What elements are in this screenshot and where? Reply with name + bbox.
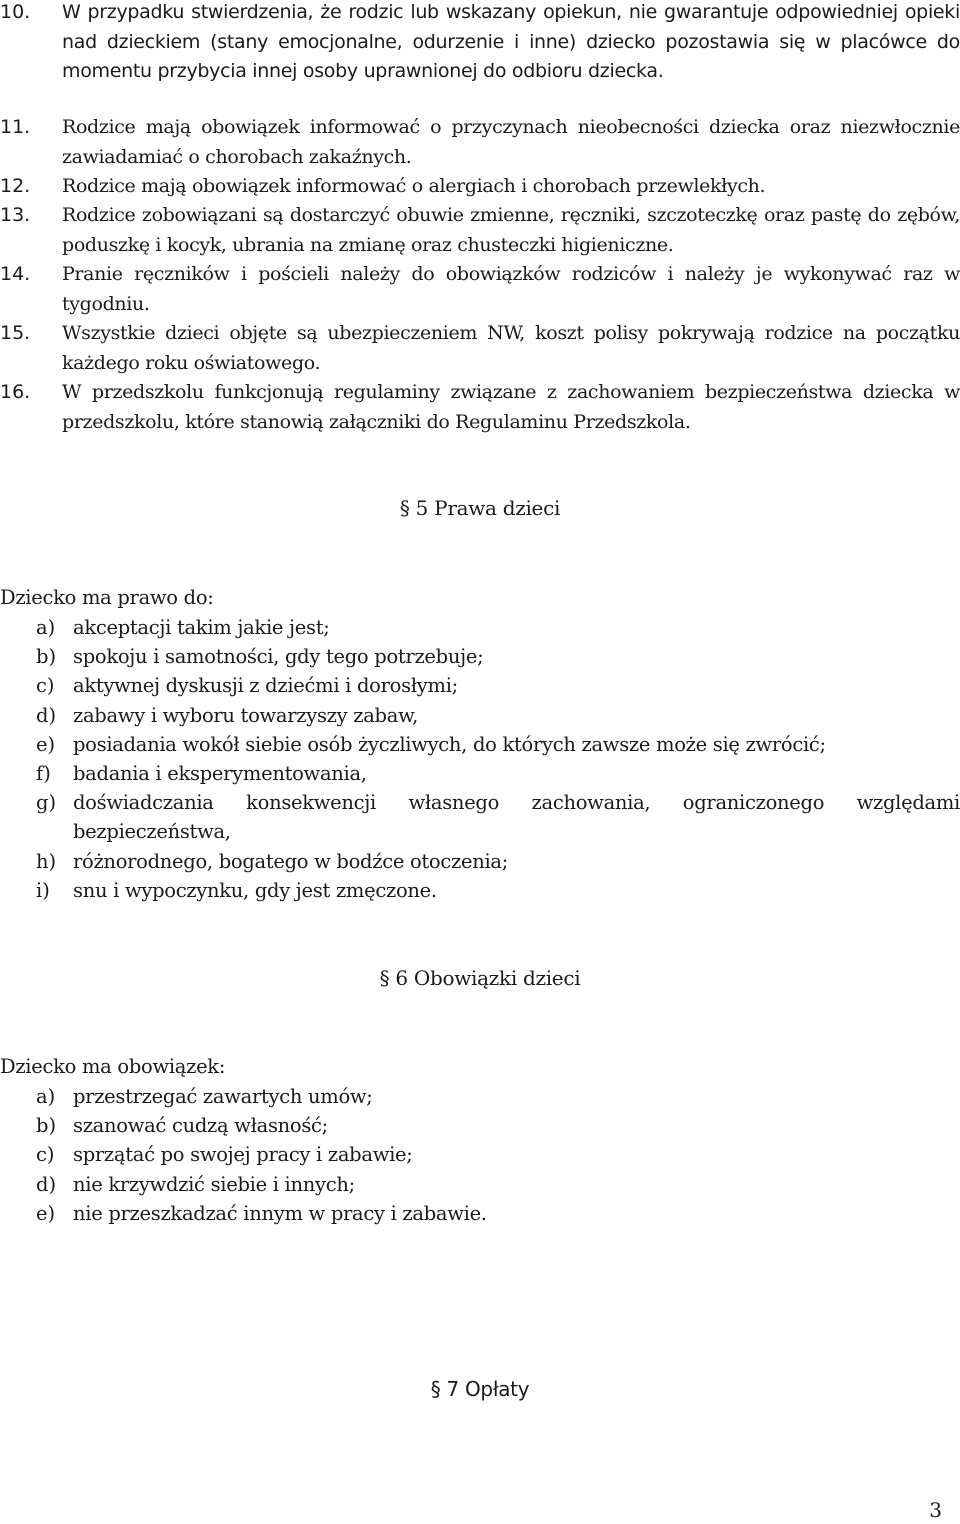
item-letter: d) <box>36 1172 57 1196</box>
list-item <box>0 172 960 202</box>
item-text: aktywnej dyskusji z dziećmi i dorosłymi; <box>73 674 458 698</box>
item-number: 11. <box>0 116 31 138</box>
list-item <box>0 876 960 905</box>
item-number: 12. <box>0 175 31 197</box>
item-letter: i) <box>36 878 50 902</box>
item-number: 10. <box>0 1 31 23</box>
item-number: 16. <box>0 381 31 403</box>
item-number: 15. <box>0 322 31 344</box>
list-item <box>0 1111 960 1140</box>
section-heading: § 5 Prawa dzieci <box>399 496 561 520</box>
item-letter: a) <box>36 1085 56 1108</box>
list-item <box>0 642 960 671</box>
item-letter: c) <box>36 674 55 698</box>
list-item <box>0 378 960 437</box>
list-item <box>0 1170 960 1199</box>
item-text: Rodzice zobowiązani są dostarczyć obuwie zmienne, ręczniki, szczoteczkę oraz pastę do zębów, poduszkę i kocyk, ubrania na zmianę oraz chusteczki higieniczne. <box>62 204 960 256</box>
item-text: snu i wypoczynku, gdy jest zmęczone. <box>73 878 437 902</box>
page-number: 3 <box>929 1498 942 1522</box>
item-letter: c) <box>36 1143 55 1167</box>
item-letter: f) <box>36 762 51 786</box>
list-item <box>0 847 960 876</box>
list-item <box>0 759 960 788</box>
list-item <box>0 1199 960 1228</box>
item-text: Rodzice mają obowiązek informować o alergiach i chorobach przewlekłych. <box>62 175 766 197</box>
list-item <box>0 701 960 730</box>
list-item <box>0 319 960 378</box>
list-item <box>0 788 960 846</box>
item-text: nie przeszkadzać innym w pracy i zabawie. <box>73 1201 487 1225</box>
list-item <box>0 201 960 260</box>
item-text: Pranie ręczników i pościeli należy do obowiązków rodziców i należy je wykonywać raz w tygodniu. <box>62 263 960 315</box>
item-letter: e) <box>36 1201 56 1225</box>
item-letter: b) <box>36 645 57 669</box>
item-letter: g) <box>36 791 57 815</box>
section-intro: Dziecko ma obowiązek: <box>0 1055 226 1078</box>
item-text: zabawy i wyboru towarzyszy zabaw, <box>73 703 419 727</box>
item-letter: e) <box>36 732 56 756</box>
item-text: Rodzice mają obowiązek informować o przyczynach nieobecności dziecka oraz niezwłocznie zawiadamiać o chorobach zakaźnych. <box>62 116 960 168</box>
section-intro: Dziecko ma prawo do: <box>0 586 214 609</box>
item-letter: a) <box>36 616 56 639</box>
item-text: akceptacji takim jakie jest; <box>73 616 330 639</box>
duties-list <box>0 1082 960 1228</box>
item-letter: h) <box>36 849 57 873</box>
item-text: Wszystkie dzieci objęte są ubezpieczeniem NW, koszt polisy pokrywają rodzice na początku każdego roku oświatowego. <box>62 322 960 374</box>
list-item <box>0 671 960 700</box>
item-number: 14. <box>0 263 31 285</box>
section-heading: § 6 Obowiązki dzieci <box>379 966 581 990</box>
item-letter: b) <box>36 1114 57 1138</box>
list-item <box>0 1082 960 1111</box>
item-text: badania i eksperymentowania, <box>73 762 367 786</box>
item-text: W przedszkolu funkcjonują regulaminy związane z zachowaniem bezpieczeństwa dziecka w przedszkolu, które stanowią załączniki do Regulaminu Przedszkola. <box>62 381 960 433</box>
item-text: nie krzywdzić siebie i innych; <box>73 1172 355 1196</box>
item-text: W przypadku stwierdzenia, że rodzic lub wskazany opiekun, nie gwarantuje odpowiedniej opieki nad dzieckiem (stany emocjonalne, odurzenie i inne) dziecko pozostawia się w placówce do momentu przybycia innej osoby uprawnionej do odbioru dziecka. <box>62 1 960 82</box>
list-item <box>0 1140 960 1169</box>
item-number: 13. <box>0 204 31 226</box>
list-item <box>0 113 960 172</box>
rights-list <box>0 613 960 905</box>
list-item <box>0 0 960 87</box>
section-heading: § 7 Opłaty <box>430 1377 530 1401</box>
item-text: szanować cudzą własność; <box>73 1114 328 1138</box>
list-item <box>0 260 960 319</box>
item-text: spokoju i samotności, gdy tego potrzebuje; <box>73 645 484 669</box>
list-item <box>0 730 960 759</box>
item-text: różnorodnego, bogatego w bodźce otoczenia; <box>73 849 508 873</box>
item-text: posiadania wokół siebie osób życzliwych, do których zawsze może się zwrócić; <box>73 732 826 756</box>
list-item <box>0 613 960 642</box>
item-letter: d) <box>36 703 57 727</box>
item-text: doświadczania konsekwencji własnego zachowania, ograniczonego względami bezpieczeństwa, <box>73 791 960 844</box>
item-text: przestrzegać zawartych umów; <box>73 1085 373 1108</box>
item-text: sprzątać po swojej pracy i zabawie; <box>73 1143 413 1167</box>
